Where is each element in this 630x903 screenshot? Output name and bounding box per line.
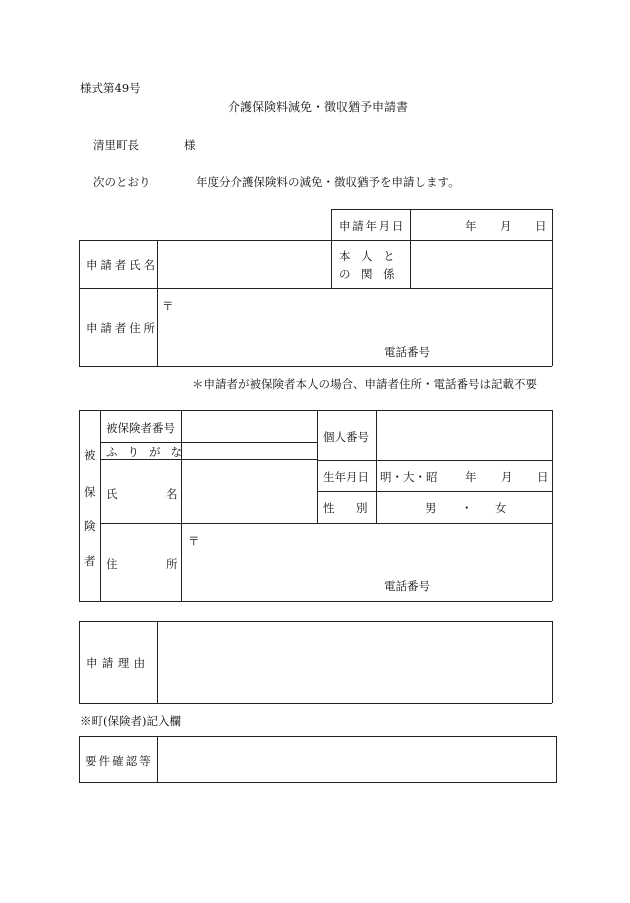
furigana-field[interactable] bbox=[183, 444, 316, 458]
form-title: 介護保険料減免・徴収猶予申請書 bbox=[228, 100, 409, 114]
gender-male-option[interactable]: 男 bbox=[425, 501, 437, 515]
application-date-year: 年 bbox=[465, 219, 477, 233]
insured-address-field[interactable] bbox=[183, 525, 551, 600]
relation-label-line1: 本 人 と bbox=[339, 249, 395, 263]
birth-date-label: 生年月日 bbox=[323, 470, 369, 484]
applicant-note: ＊申請者が被保険者本人の場合、申請者住所・電話番号は記載不要 bbox=[192, 377, 537, 391]
insured-side-label-2: 保 bbox=[84, 485, 96, 499]
birth-day: 日 bbox=[537, 470, 549, 484]
insured-phone-label: 電話番号 bbox=[384, 579, 430, 593]
form-number: 様式第49号 bbox=[80, 81, 141, 95]
birth-year: 年 bbox=[465, 470, 477, 484]
gender-female-option[interactable]: 女 bbox=[495, 501, 507, 515]
applicant-address-field[interactable] bbox=[159, 290, 550, 365]
requirement-label: 要件確認等 bbox=[85, 754, 153, 768]
insured-name-field[interactable] bbox=[183, 461, 316, 522]
insured-name-label-1: 氏 bbox=[106, 487, 118, 501]
relation-label-line2: の 関 係 bbox=[339, 267, 395, 281]
reason-field[interactable] bbox=[159, 623, 551, 702]
applicant-postal-mark: 〒 bbox=[162, 299, 174, 313]
insured-address-label-1: 住 bbox=[106, 557, 118, 571]
application-date-day: 日 bbox=[535, 219, 547, 233]
intro-text: 年度分介護保険料の減免・徴収猶予を申請します。 bbox=[196, 175, 460, 189]
requirement-field[interactable] bbox=[159, 738, 555, 781]
insured-side-label-1: 被 bbox=[84, 448, 96, 462]
furigana-label: ふ り が な bbox=[106, 445, 182, 459]
applicant-address-label: 申請者住所 bbox=[86, 321, 158, 335]
birth-month: 月 bbox=[501, 470, 513, 484]
insured-number-label: 被保険者番号 bbox=[106, 421, 175, 435]
insured-side-label-4: 者 bbox=[84, 554, 96, 568]
insured-name-label-2: 名 bbox=[166, 487, 178, 501]
applicant-phone-label: 電話番号 bbox=[384, 345, 430, 359]
application-date-label: 申請年月日 bbox=[339, 219, 406, 233]
office-section-label: ※町(保険者)記入欄 bbox=[80, 714, 181, 728]
personal-number-label: 個人番号 bbox=[323, 430, 369, 444]
insured-postal-mark: 〒 bbox=[188, 534, 200, 548]
gender-label-1: 性 bbox=[323, 501, 335, 515]
insured-address-label-2: 所 bbox=[166, 557, 178, 571]
insured-number-field[interactable] bbox=[183, 412, 316, 441]
addressee: 清里町長 bbox=[93, 138, 139, 152]
application-date-field[interactable] bbox=[412, 211, 550, 239]
personal-number-field[interactable] bbox=[378, 412, 551, 459]
applicant-name-label: 申請者氏名 bbox=[86, 258, 158, 272]
honorific: 様 bbox=[184, 138, 196, 152]
intro-prefix: 次のとおり bbox=[93, 175, 151, 189]
reason-label: 申請理由 bbox=[86, 656, 150, 670]
gender-separator: ・ bbox=[461, 501, 473, 515]
era-options[interactable]: 明・大・昭 bbox=[380, 470, 438, 484]
applicant-name-field[interactable] bbox=[159, 242, 330, 287]
relation-field[interactable] bbox=[412, 242, 550, 287]
gender-label-2: 別 bbox=[356, 501, 368, 515]
insured-side-label-3: 険 bbox=[84, 519, 96, 533]
application-date-month: 月 bbox=[500, 219, 512, 233]
